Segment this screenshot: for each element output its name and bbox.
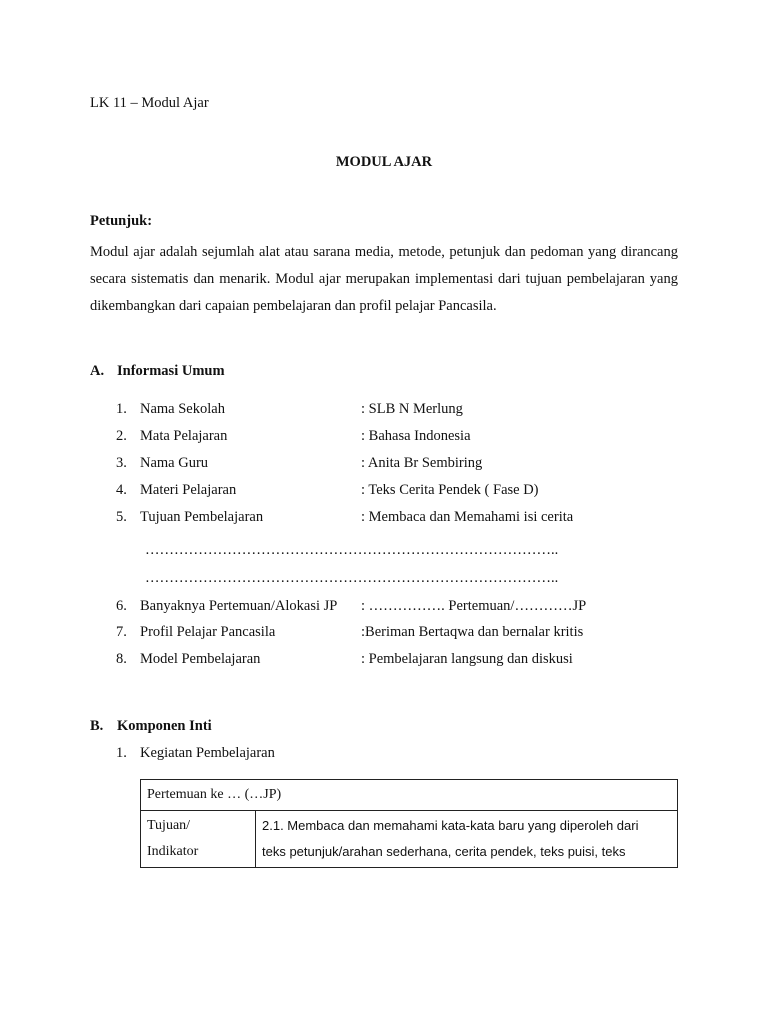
section-b-heading: Komponen Inti — [117, 718, 212, 734]
kegiatan-table — [140, 779, 678, 868]
info-item-mata-pelajaran — [0, 427, 768, 445]
item-value: : Membaca dan Memahami isi cerita — [361, 509, 574, 525]
item-label: Mata Pelajaran — [140, 428, 228, 444]
item-label: Nama Guru — [140, 455, 209, 471]
item-label: Banyaknya Pertemuan/Alokasi JP — [140, 598, 338, 614]
row-label-cell — [141, 811, 256, 868]
document-title: MODUL AJAR — [335, 154, 433, 170]
info-item-tujuan-pembelajaran — [0, 508, 768, 526]
section-a-letter: A. — [90, 363, 105, 379]
info-item-alokasi-jp — [0, 597, 768, 615]
list-number: 1. — [116, 401, 127, 417]
list-number: 7. — [116, 624, 127, 640]
info-item-materi-pelajaran — [0, 481, 768, 499]
table-header-cell: Pertemuan ke … (…JP) — [141, 780, 678, 811]
row-text-cell — [256, 811, 678, 868]
row-label-line: Indikator — [147, 844, 199, 859]
document-label: LK 11 – Modul Ajar — [90, 95, 209, 111]
list-number: 4. — [116, 482, 127, 498]
info-item-profil-pelajar — [0, 623, 768, 641]
item-value: : SLB N Merlung — [361, 401, 463, 417]
petunjuk-paragraph: Modul ajar adalah sejumlah alat atau sarana media, metode, petunjuk dan pedoman yang dirancang secara sistematis dan menarik. Modul ajar merupakan implementasi dari tujuan pembelajaran yang dikembangkan dari capaian pembelajaran dan profil pelajar Pancasila. — [90, 244, 678, 314]
list-number: 1. — [116, 745, 127, 761]
list-number: 5. — [116, 509, 127, 525]
item-value: :Beriman Bertaqwa dan bernalar kritis — [361, 624, 584, 640]
petunjuk-heading: Petunjuk: — [90, 213, 153, 229]
item-label: Materi Pelajaran — [140, 482, 237, 498]
table-header-row — [141, 780, 678, 811]
list-number: 8. — [116, 651, 127, 667]
row-text-line: 2.1. Membaca dan memahami kata-kata baru yang diperoleh dari — [262, 818, 639, 833]
section-a-heading: Informasi Umum — [117, 363, 225, 379]
list-number: 6. — [116, 598, 127, 614]
item-label: Profil Pelajar Pancasila — [140, 624, 276, 640]
info-item-nama-guru — [0, 454, 768, 472]
info-item-model-pembelajaran — [0, 650, 768, 668]
list-number: 3. — [116, 455, 127, 471]
item-value: : Bahasa Indonesia — [361, 428, 471, 444]
item-value: : ……………. Pertemuan/…………JP — [361, 598, 587, 614]
table-row — [141, 811, 678, 868]
item-value: : Anita Br Sembiring — [361, 455, 483, 471]
list-number: 2. — [116, 428, 127, 444]
item-label: Model Pembelajaran — [140, 651, 261, 667]
row-label-line: Tujuan/ — [147, 818, 191, 833]
dotted-line: ………………………………………………………………………….. — [145, 542, 559, 558]
item-label: Tujuan Pembelajaran — [140, 509, 264, 525]
kegiatan-heading: Kegiatan Pembelajaran — [140, 745, 275, 761]
item-value: : Teks Cerita Pendek ( Fase D) — [361, 482, 539, 498]
item-value: : Pembelajaran langsung dan diskusi — [361, 651, 573, 667]
info-item-nama-sekolah — [0, 400, 768, 418]
section-b-letter: B. — [90, 718, 104, 734]
dotted-line: ………………………………………………………………………….. — [145, 570, 559, 586]
item-label: Nama Sekolah — [140, 401, 225, 417]
row-text-line: teks petunjuk/arahan sederhana, cerita pendek, teks puisi, teks — [262, 844, 626, 859]
